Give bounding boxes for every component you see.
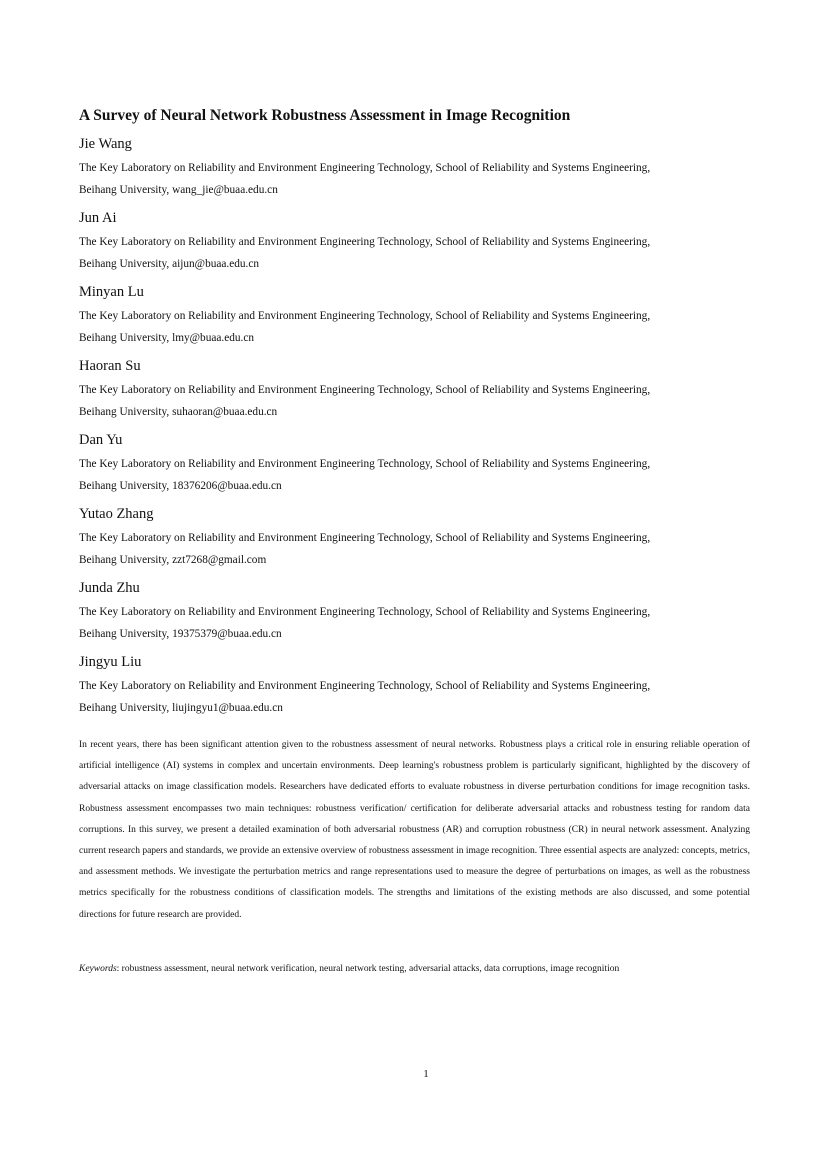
author-name: Jie Wang bbox=[79, 136, 132, 152]
author-name: Minyan Lu bbox=[79, 284, 144, 300]
affiliation-line: The Key Laboratory on Reliability and Environment Engineering Technology, School of Reliability and Systems Engineering, bbox=[79, 310, 651, 322]
author-affiliation bbox=[79, 454, 759, 497]
affiliation-line: Beihang University, 18376206@buaa.edu.cn bbox=[79, 479, 282, 492]
affiliation-line: The Key Laboratory on Reliability and Environment Engineering Technology, School of Reliability and Systems Engineering, bbox=[79, 162, 651, 174]
author-name: Jun Ai bbox=[79, 210, 117, 226]
author-list bbox=[79, 135, 759, 727]
keywords-text: : robustness assessment, neural network verification, neural network testing, adversarial attacks, data corruptions, image recognition bbox=[116, 964, 620, 974]
author-name: Junda Zhu bbox=[79, 580, 140, 596]
abstract-text: In recent years, there has been significant attention given to the robustness assessment of neural networks. Robustness plays a critical role in ensuring reliable operation of artificial intelligence (AI) systems in complex and uncertain environments. Deep learning's robustness problem is particularly significant, highlighted by the discovery of adversarial attacks on image classification models. Researchers have dedicated efforts to evaluate robustness in diverse perturbation conditions for image recognition tasks. Robustness assessment encompasses two main techniques: robustness verification/ certification for deliberate adversarial attacks and robustness testing for random data corruptions. In this survey, we present a detailed examination of both adversarial robustness (AR) and corruption robustness (CR) in neural network assessment. Analyzing current research papers and standards, we provide an extensive overview of robustness assessment in image recognition. Three essential aspects are analyzed: concepts, metrics, and assessment methods. We investigate the perturbation metrics and range representations used to measure the degree of perturbations on images, as well as the robustness metrics specifically for the robustness conditions of classification models. The strengths and limitations of the existing methods are also discussed, and some potential directions for future research are provided. bbox=[79, 740, 750, 920]
affiliation-line: Beihang University, suhaoran@buaa.edu.cn bbox=[79, 405, 278, 418]
author-affiliation bbox=[79, 676, 759, 719]
author-name: Haoran Su bbox=[79, 358, 141, 374]
author-block bbox=[79, 505, 759, 579]
author-name: Dan Yu bbox=[79, 432, 123, 448]
author-affiliation bbox=[79, 380, 759, 423]
affiliation-line: Beihang University, aijun@buaa.edu.cn bbox=[79, 257, 260, 270]
affiliation-line: The Key Laboratory on Reliability and Environment Engineering Technology, School of Reliability and Systems Engineering, bbox=[79, 680, 651, 692]
author-block bbox=[79, 357, 759, 431]
author-affiliation bbox=[79, 306, 759, 349]
author-name: Jingyu Liu bbox=[79, 654, 142, 670]
paper-title: A Survey of Neural Network Robustness Assessment in Image Recognition bbox=[79, 107, 571, 124]
author-block bbox=[79, 653, 759, 727]
keywords-line bbox=[79, 960, 759, 978]
affiliation-line: The Key Laboratory on Reliability and Environment Engineering Technology, School of Reliability and Systems Engineering, bbox=[79, 532, 651, 544]
affiliation-line: The Key Laboratory on Reliability and Environment Engineering Technology, School of Reliability and Systems Engineering, bbox=[79, 606, 651, 618]
author-affiliation bbox=[79, 158, 759, 201]
affiliation-line: Beihang University, wang_jie@buaa.edu.cn bbox=[79, 183, 278, 196]
author-name: Yutao Zhang bbox=[79, 506, 154, 522]
author-block bbox=[79, 209, 759, 283]
page-number: 1 bbox=[423, 1068, 429, 1080]
keywords-label: Keywords bbox=[79, 964, 117, 974]
author-affiliation bbox=[79, 528, 759, 571]
affiliation-line: Beihang University, 19375379@buaa.edu.cn bbox=[79, 627, 282, 640]
author-block bbox=[79, 283, 759, 357]
affiliation-line: The Key Laboratory on Reliability and Environment Engineering Technology, School of Reliability and Systems Engineering, bbox=[79, 236, 651, 248]
affiliation-line: Beihang University, zzt7268@gmail.com bbox=[79, 553, 267, 566]
affiliation-line: The Key Laboratory on Reliability and Environment Engineering Technology, School of Reliability and Systems Engineering, bbox=[79, 384, 651, 396]
author-affiliation bbox=[79, 602, 759, 645]
affiliation-line: Beihang University, lmy@buaa.edu.cn bbox=[79, 331, 255, 344]
author-affiliation bbox=[79, 232, 759, 275]
affiliation-line: The Key Laboratory on Reliability and Environment Engineering Technology, School of Reliability and Systems Engineering, bbox=[79, 458, 651, 470]
author-block bbox=[79, 579, 759, 653]
author-block bbox=[79, 431, 759, 505]
affiliation-line: Beihang University, liujingyu1@buaa.edu.cn bbox=[79, 701, 283, 714]
author-block bbox=[79, 135, 759, 209]
